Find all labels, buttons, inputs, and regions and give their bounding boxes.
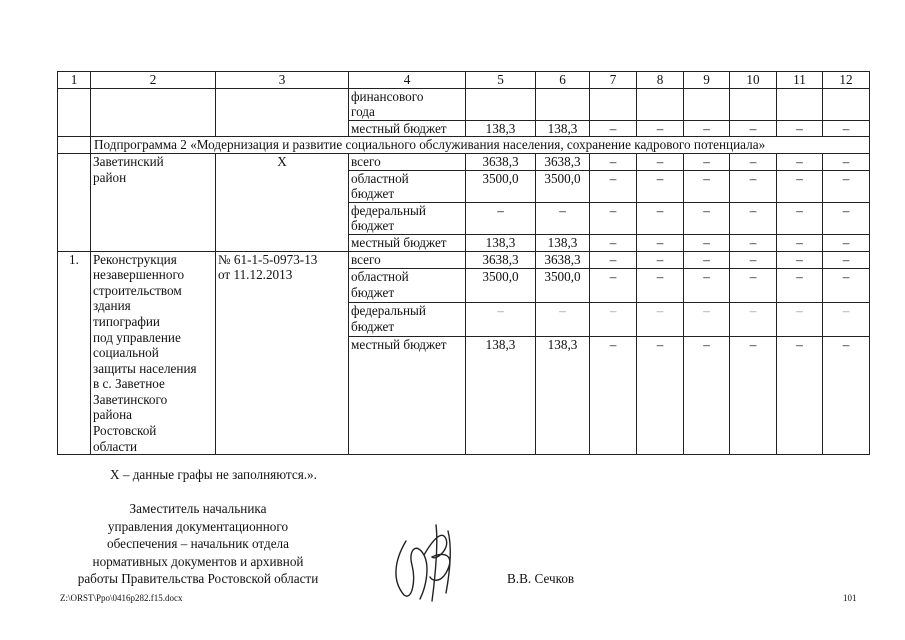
signatory-name: В.В. Сечков xyxy=(507,571,575,586)
empty-value-dash: – xyxy=(684,337,730,455)
header-cell: 9 xyxy=(684,72,730,89)
empty-value-dash: – xyxy=(684,251,730,269)
empty-value-dash: – xyxy=(637,303,684,337)
empty-value-dash: – xyxy=(637,153,684,170)
value-cell: – xyxy=(536,202,590,234)
header-cell: 7 xyxy=(590,72,637,89)
header-cell: 3 xyxy=(216,72,349,89)
table-note: Х – данные графы не заполняются.». xyxy=(110,467,317,482)
header-cell: 1 xyxy=(58,72,91,89)
table-cell xyxy=(216,88,349,137)
funding-source: финансового года xyxy=(349,88,466,120)
value-cell: – xyxy=(536,303,590,337)
empty-value-dash: – xyxy=(777,153,823,170)
header-cell: 2 xyxy=(91,72,216,89)
funding-source: всего xyxy=(349,153,466,170)
table-row xyxy=(58,153,870,170)
empty-value-dash: – xyxy=(730,303,777,337)
funding-source: областной бюджет xyxy=(349,269,466,303)
empty-value-dash: – xyxy=(823,120,870,137)
empty-value-dash: – xyxy=(637,269,684,303)
empty-value-dash: – xyxy=(590,120,637,137)
empty-value-dash: – xyxy=(823,269,870,303)
empty-value-dash: – xyxy=(684,153,730,170)
value-cell: 138,3 xyxy=(466,120,536,137)
empty-value-dash: – xyxy=(590,269,637,303)
subprogram-row xyxy=(58,137,870,154)
empty-value-dash: – xyxy=(777,269,823,303)
empty-value-dash: – xyxy=(777,202,823,234)
not-filled-mark: Х xyxy=(216,153,349,251)
table-row xyxy=(58,88,870,120)
header-cell: 5 xyxy=(466,72,536,89)
funding-source: местный бюджет xyxy=(349,337,466,455)
empty-value-dash: – xyxy=(637,170,684,202)
header-cell: 4 xyxy=(349,72,466,89)
empty-value-dash: – xyxy=(637,202,684,234)
empty-value-dash: – xyxy=(684,170,730,202)
empty-value-dash: – xyxy=(777,337,823,455)
empty-value-dash: – xyxy=(730,120,777,137)
empty-value-dash: – xyxy=(637,234,684,251)
empty-value-dash: – xyxy=(777,303,823,337)
empty-value-dash: – xyxy=(684,269,730,303)
value-cell: 3638,3 xyxy=(536,153,590,170)
empty-value-dash: – xyxy=(637,120,684,137)
empty-value-dash: – xyxy=(637,337,684,455)
funding-source: местный бюджет xyxy=(349,120,466,137)
item-number: 1. xyxy=(58,251,91,455)
table-cell xyxy=(91,88,216,137)
empty-value-dash: – xyxy=(637,251,684,269)
value-cell: – xyxy=(466,202,536,234)
empty-value-dash: – xyxy=(590,153,637,170)
empty-value-dash: – xyxy=(823,202,870,234)
value-cell: 3638,3 xyxy=(536,251,590,269)
empty-value-dash: – xyxy=(730,251,777,269)
empty-value-dash: – xyxy=(730,234,777,251)
empty-value-dash: – xyxy=(590,234,637,251)
empty-value-dash: – xyxy=(730,170,777,202)
funding-source: местный бюджет xyxy=(349,234,466,251)
document-number: № 61-1-5-0973-13 от 11.12.2013 xyxy=(216,251,349,455)
empty-value-dash: – xyxy=(777,120,823,137)
empty-value-dash: – xyxy=(730,202,777,234)
header-cell: 12 xyxy=(823,72,870,89)
empty-value-dash: – xyxy=(684,202,730,234)
value-cell: 3638,3 xyxy=(466,153,536,170)
page-number: 101 xyxy=(843,593,857,603)
empty-value-dash: – xyxy=(777,251,823,269)
header-cell: 8 xyxy=(637,72,684,89)
value-cell: 3500,0 xyxy=(466,170,536,202)
empty-value-dash: – xyxy=(684,303,730,337)
empty-value-dash: – xyxy=(823,170,870,202)
empty-value-dash: – xyxy=(684,234,730,251)
empty-value-dash: – xyxy=(730,269,777,303)
empty-value-dash: – xyxy=(730,337,777,455)
file-path: Z:\ORST\Ppo\0416p282.f15.docx xyxy=(60,593,183,603)
empty-value-dash: – xyxy=(823,251,870,269)
header-cell: 10 xyxy=(730,72,777,89)
district-name: Заветинский район xyxy=(91,153,216,251)
empty-value-dash: – xyxy=(590,202,637,234)
value-cell: 3500,0 xyxy=(536,269,590,303)
value-cell: – xyxy=(466,303,536,337)
header-cell: 6 xyxy=(536,72,590,89)
header-cell: 11 xyxy=(777,72,823,89)
empty-value-dash: – xyxy=(823,337,870,455)
budget-table xyxy=(57,71,870,455)
funding-source: всего xyxy=(349,251,466,269)
empty-value-dash: – xyxy=(684,120,730,137)
value-cell: 138,3 xyxy=(536,337,590,455)
table-row xyxy=(58,251,870,269)
table-header-row xyxy=(58,72,870,89)
empty-value-dash: – xyxy=(590,337,637,455)
value-cell: 3500,0 xyxy=(536,170,590,202)
empty-value-dash: – xyxy=(590,251,637,269)
signatory-title: Заместитель начальника управления документационного обеспечения – начальник отдела нормативных документов и архивной работы Правительства Ростовской области xyxy=(77,501,319,587)
table-cell xyxy=(58,88,91,137)
empty-value-dash: – xyxy=(823,303,870,337)
funding-source: федеральный бюджет xyxy=(349,303,466,337)
value-cell: 138,3 xyxy=(536,120,590,137)
value-cell: 138,3 xyxy=(466,234,536,251)
handwritten-signature xyxy=(386,521,468,603)
funding-source: областной бюджет xyxy=(349,170,466,202)
value-cell: 3500,0 xyxy=(466,269,536,303)
value-cell: 3638,3 xyxy=(466,251,536,269)
empty-value-dash: – xyxy=(777,170,823,202)
object-name: Реконструкция незавершенного строительством здания типографии под управление социальной защиты населения в с. Заветное Заветинского района Ростовской области xyxy=(91,251,216,455)
empty-value-dash: – xyxy=(777,234,823,251)
empty-value-dash: – xyxy=(730,153,777,170)
value-cell: 138,3 xyxy=(536,234,590,251)
value-cell: 138,3 xyxy=(466,337,536,455)
funding-source: федеральный бюджет xyxy=(349,202,466,234)
empty-value-dash: – xyxy=(823,153,870,170)
subprogram-title: Подпрограмма 2 «Модернизация и развитие социального обслуживания населения, сохранение кадрового потенциала» xyxy=(91,137,870,154)
empty-value-dash: – xyxy=(590,170,637,202)
empty-value-dash: – xyxy=(590,303,637,337)
empty-value-dash: – xyxy=(823,234,870,251)
